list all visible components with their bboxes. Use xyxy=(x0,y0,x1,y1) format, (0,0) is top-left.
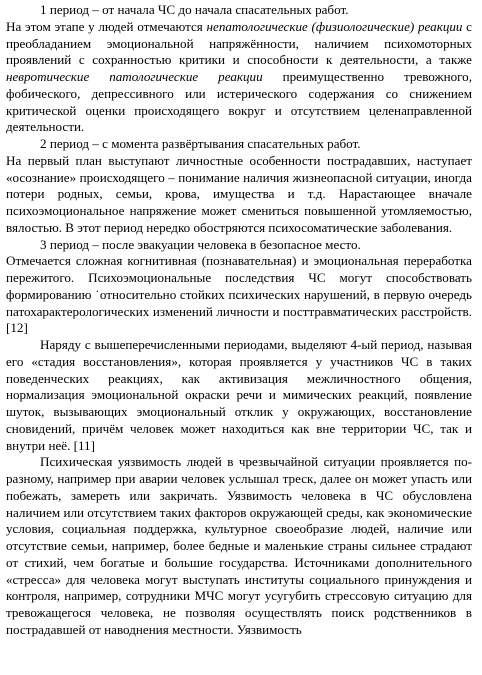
section-1-paragraph xyxy=(6,19,472,136)
vulnerability-paragraph: Психическая уязвимость людей в чрезвычайной ситуации проявляется по-разному, например при аварии человек услышал треск, далее он может упасть или побежать, замереть или закричать. Уязвимость человека в ЧС обусловлена наличием или отсутствием таких факторов окружающей среды, как экономические условия, социальная поддержка, культурное своеобразие людей, наличие или отсутствие семьи, например, более бедные и маленькие страны сильнее страдают от стихий, чем богатые и большие государства. Источниками дополнительного «стресса» для человека могут выступать институты социального принуждения и контроля, например, сотрудники МЧС могут усугубить стрессовую ситуацию для тревожащегося человека, не позволяя осуществлять поиск родственников в пострадавшей от наводнения местности. Уязвимость xyxy=(6,454,472,637)
section-1-text-a: На этом этапе у людей отмечаются xyxy=(6,18,207,34)
recovery-stage-paragraph: Наряду с вышеперечисленными периодами, выделяют 4-ый период, называя его «стадия восстановления», которая проявляется у участников ЧС в таких поведенческих реакциях, как активизация межличностного общения, нормализация эмоциональной окраски речи и мимических реакций, появление шуток, вызывающих эмоциональный отклик у окружающих, восстановление сновидений, причём человек может находиться как вне территории ЧС, так и внутри неё. [11] xyxy=(6,337,472,453)
section-2-paragraph: На первый план выступают личностные особенности пострадавших, наступает «осознание» происходящего – понимание наличия жизнеопасной ситуации, иногда потери родных, семьи, крова, имущества и т.д. Нарастающее вначале психоэмоциональное напряжение может смениться повышенной утомляемостью, вялостью. В этот период нередко обостряются психосоматические заболевания. xyxy=(6,152,472,235)
section-3-heading: 3 период – после эвакуации человека в безопасное место. xyxy=(40,236,361,252)
section-1-text-b: с преобладанием эмоциональной напряжённости, наличием психомоторных проявлений с сохранностью критики и способности к деятельности, а также xyxy=(6,18,472,68)
section-1-italic-neurotic: невротические патологические реакции xyxy=(6,69,263,84)
section-1-heading: 1 период – от начала ЧС до начала спасательных работ. xyxy=(40,2,349,17)
section-2-heading: 2 период – с момента развёртывания спасательных работ. xyxy=(40,136,361,151)
section-1-text-c: преимущественно тревожного, фобического, депрессивного или истерического содержания со снижением критической оценки происходящего вокруг и отсутствием целенаправленной деятельности. xyxy=(6,69,472,135)
section-3-paragraph: Отмечается сложная когнитивная (познавательная) и эмоциональная переработка пережитого. Психоэмоциональные последствия ЧС могут способствовать формированию ˙относительно стойких психических нарушений, в первую очередь патохарактерологических изменений личности и посттравматических расстройств. [12] xyxy=(6,253,472,336)
section-1-italic-physiological: непатологические (физиологические) реакции xyxy=(206,18,463,34)
